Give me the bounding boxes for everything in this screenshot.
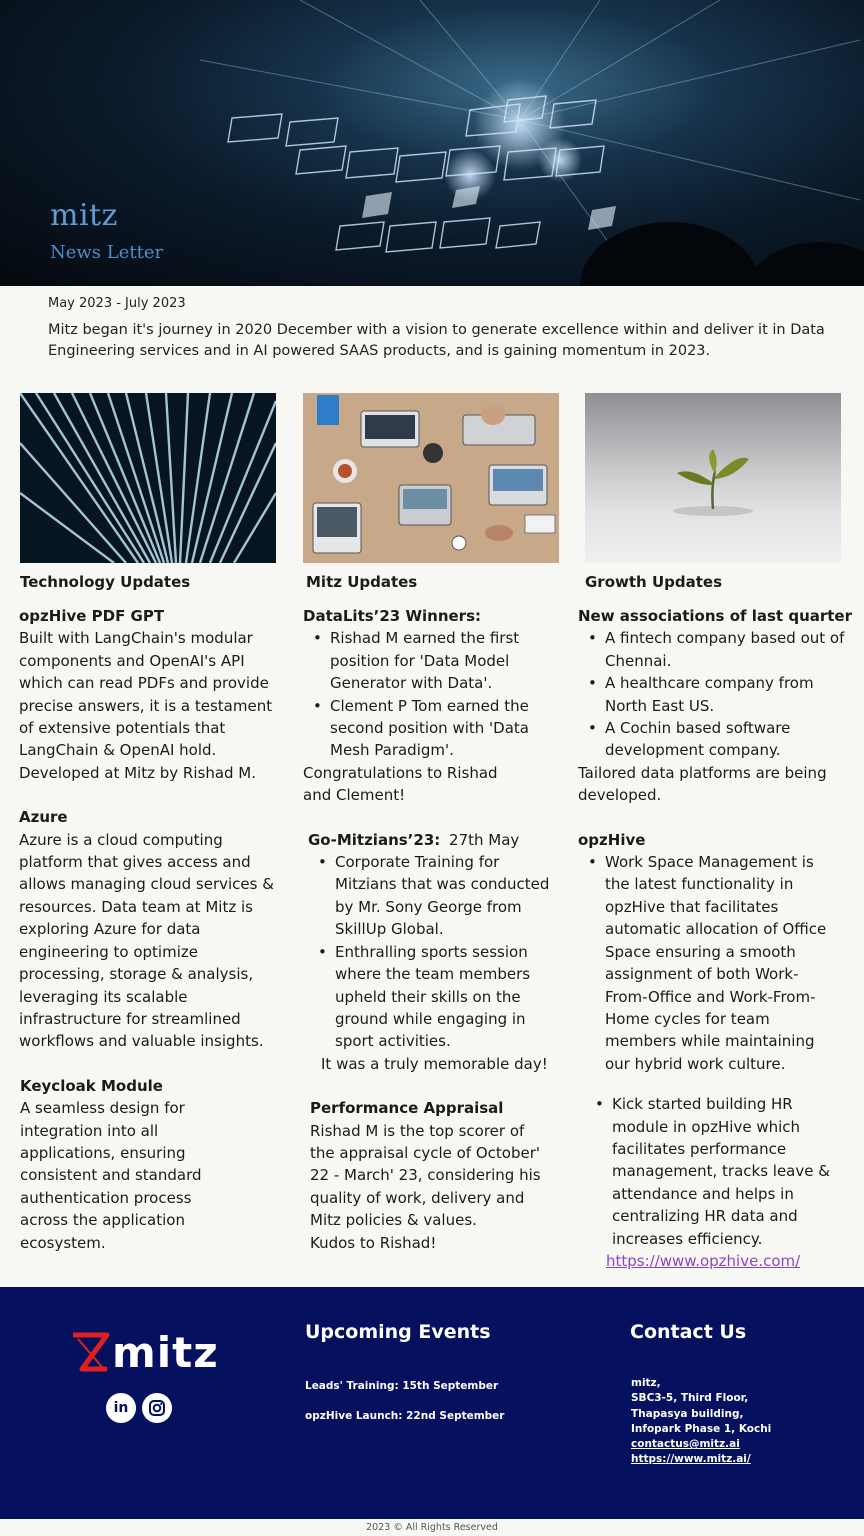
- go-mitzians-list: [308, 851, 565, 1053]
- technology-image: [20, 393, 276, 563]
- keycloak-body: A seamless design for integration into all applications, ensuring consistent and standard authentication process across the application ecosystem.: [20, 1099, 202, 1252]
- go-mitzians-closing: It was a truly memorable day!: [321, 1054, 548, 1073]
- logo-text: mitz: [112, 1328, 219, 1377]
- opzhive-pdf-gpt-body: Built with LangChain's modular components and OpenAI's API which can read PDFs and provide precise answers, it is a testament of extensive potentials that LangChain & OpenAI hold. Developed at Mitz by Rishad M.: [19, 629, 273, 782]
- list-item: • A healthcare company from North East US.: [578, 672, 854, 717]
- date-range: May 2023 - July 2023: [48, 296, 186, 311]
- appraisal-body: Rishad M is the top scorer of the appraisal cycle of October' 22 - March' 23, considering his quality of work, delivery and Mitz policies & values.: [310, 1121, 541, 1230]
- hero-banner: [0, 0, 864, 286]
- contact-line: Thapasya building,: [631, 1407, 744, 1420]
- growth-updates-title: Growth Updates: [585, 573, 722, 591]
- opzhive-list: [578, 851, 840, 1075]
- footer: [0, 1287, 864, 1519]
- hero-brand: mitz: [50, 198, 118, 233]
- list-item: • Clement P Tom earned the second position with 'Data Mesh Paradigm'.: [303, 695, 565, 762]
- event-item: opzHive Launch: 22nd September: [305, 1410, 505, 1422]
- datalits-list: [303, 627, 565, 761]
- mitz-logo-icon: [70, 1329, 110, 1377]
- associations-list: [578, 627, 854, 761]
- azure-body: Azure is a cloud computing platform that gives access and allows managing cloud services & resources. Data team at Mitz is exploring Azure for data engineering to optimize processing, storage & analysis, leveraging its scalable infrastructure for streamlined workflows and valuable insights.: [19, 830, 274, 1051]
- opzhive-pdf-gpt-heading: opzHive PDF GPT: [19, 607, 165, 625]
- mitz-updates-title: Mitz Updates: [306, 573, 418, 591]
- team-desk-image: [303, 393, 559, 563]
- instagram-glyph-icon: [148, 1399, 166, 1417]
- azure-heading: Azure: [19, 808, 68, 827]
- hr-module-list: [585, 1093, 847, 1250]
- copyright: 2023 © All Rights Reserved: [366, 1522, 498, 1533]
- hero-subtitle: News Letter: [50, 242, 164, 263]
- growth-image: [585, 393, 841, 563]
- contact-website-link[interactable]: https://www.mitz.ai/: [631, 1453, 751, 1466]
- list-item: • Kick started building HR module in opzHive which facilitates performance management, tracks leave & attendance and helps in centralizing HR data and increases efficiency.: [585, 1093, 847, 1250]
- mitz-column: [303, 605, 565, 1254]
- appraisal-kudos: Kudos to Rishad!: [310, 1233, 437, 1252]
- list-item: • Enthralling sports session where the team members upheld their skills on the ground while engaging in sport activities.: [308, 941, 565, 1053]
- contact-us-title: Contact Us: [630, 1321, 747, 1343]
- instagram-icon[interactable]: [142, 1393, 172, 1423]
- technology-column: [19, 605, 287, 1254]
- upcoming-events-title: Upcoming Events: [305, 1321, 491, 1343]
- opzhive-website-link[interactable]: https://www.opzhive.com/: [606, 1251, 801, 1270]
- growth-column: [578, 605, 854, 1272]
- list-item: • Rishad M earned the first position for 'Data Model Generator with Data'.: [303, 627, 565, 694]
- list-item: • Corporate Training for Mitzians that was conducted by Mr. Sony George from SkillUp Global.: [308, 851, 565, 941]
- linkedin-icon[interactable]: [106, 1393, 136, 1423]
- go-mitzians-heading: Go-Mitzians’23:: [308, 830, 441, 849]
- event-item: Leads' Training: 15th September: [305, 1380, 499, 1392]
- datalits-congrats: Congratulations to Rishad and Clement!: [303, 763, 498, 805]
- contact-email-link[interactable]: contactus@mitz.ai: [631, 1438, 740, 1451]
- keycloak-heading: Keycloak Module: [20, 1076, 163, 1095]
- associations-closing: Tailored data platforms are being developed.: [578, 763, 827, 805]
- contact-line: Infopark Phase 1, Kochi: [631, 1422, 772, 1435]
- intro-text: Mitz began it's journey in 2020 December with a vision to generate excellence within and deliver it in Data Engineering services and in AI powered SAAS products, and is gaining momentum in 2023.: [48, 322, 825, 359]
- contact-details: [631, 1376, 771, 1468]
- appraisal-heading: Performance Appraisal: [310, 1099, 504, 1118]
- associations-heading: New associations of last quarter: [578, 607, 853, 625]
- list-item: • A Cochin based software development company.: [578, 717, 854, 762]
- linkedin-label: in: [113, 1400, 129, 1416]
- contact-line: mitz,: [631, 1377, 661, 1389]
- opzhive-heading: opzHive: [578, 830, 646, 849]
- list-item: • Work Space Management is the latest functionality in opzHive that facilitates automatic allocation of Office Space ensuring a smooth assignment of both Work-From-Office and Work-From-Home cycles for team members while maintaining our hybrid work culture.: [578, 851, 840, 1075]
- datalits-heading: DataLits’23 Winners:: [303, 607, 482, 625]
- go-mitzians-date: 27th May: [449, 830, 520, 849]
- mitz-logo: [70, 1329, 219, 1377]
- contact-line: SBC3-5, Third Floor,: [631, 1392, 749, 1405]
- list-item: • A fintech company based out of Chennai.: [578, 627, 854, 672]
- technology-updates-title: Technology Updates: [20, 573, 191, 591]
